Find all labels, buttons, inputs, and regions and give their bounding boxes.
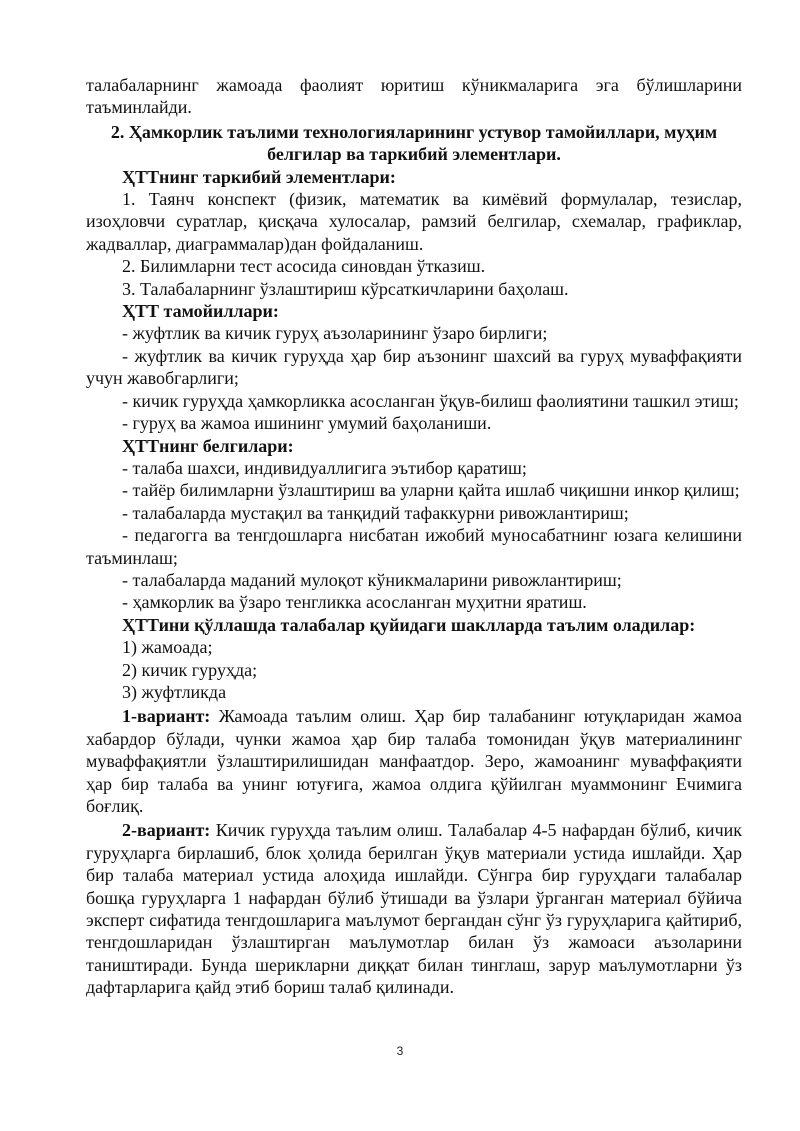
section-title-line-1: 2. Ҳамкорлик таълими технологияларининг устувор тамойиллари, муҳим [110, 121, 718, 142]
variant-1-label: 1-вариант: [122, 706, 211, 727]
intro-line-1: талабаларнинг жамоада фаолият юритиш кўникмаларига эга бўлишларини [86, 75, 742, 95]
form-item-1: 1) жамоада; [122, 637, 213, 658]
feature-item-4: - педагогга ва тенгдошларга нисбатан ижобий муносабатнинг юзага келишини таъминлаш; [86, 525, 742, 568]
section-title-line-2: белгилар ва таркибий элементлари. [267, 144, 561, 165]
elements-heading: ҲТТнинг таркибий элементлари: [122, 166, 396, 187]
page-body [86, 74, 742, 999]
feature-item-6: - ҳамкорлик ва ўзаро тенгликка асосланган муҳитни яратиш. [122, 592, 587, 613]
principle-item-1: - жуфтлик ва кичик гуруҳ аъзоларининг ўзаро бирлиги; [122, 323, 548, 344]
principles-heading: ҲТТ тамойиллари: [122, 301, 279, 322]
element-item-3: 3. Талабаларнинг ўзлаштириш кўрсаткичларини баҳолаш. [122, 278, 569, 299]
form-item-3: 3) жуфтликда [122, 681, 227, 702]
features-heading: ҲТТнинг белгилари: [122, 435, 294, 456]
element-item-1: 1. Таянч конспект (физик, математик ва кимёвий формулалар, тезислар, изоҳловчи суратлар, қисқача хулосалар, рамзий белгилар, схемалар, графиклар, жадваллар, диаграммалар)дан фойдаланиш. [86, 189, 742, 254]
feature-item-1: - талаба шахси, индивидуаллигига эътибор қаратиш; [122, 457, 527, 478]
variant-1-text: Жамоада таълим олиш. Ҳар бир талабанинг ютуқларидан жамоа хабардор бўлади, чунки жамоа ҳар бир талаба томонидан ўқув материалининг муваффақиятли ўзлаштирилишидан манфаатдор. Зеро, жамоанинг муваффақияти ҳар бир талаба ва унинг ютуғига, жамоа олдига қўйилган муаммонинг Ечимига боғлиқ. [86, 706, 742, 816]
variant-1-paragraph [86, 705, 742, 817]
variant-2-text: Кичик гуруҳда таълим олиш. Талабалар 4-5 нафардан бўлиб, кичик гуруҳларга бирлашиб, блок ҳолида берилган ўқув материали устида ишлайди. Ҳар бир талаба материал устида алоҳида ишлайди. Сўнгра бир гуруҳдаги талабалар бошқа гуруҳларга 1 нафардан бўлиб ўтишади ва ўзлари ўрганган материал бўйича эксперт сифатида тенгдошларига маълумот бергандан сўнг ўз гуруҳларига қайтириб, тенгдошларидан ўзлаштирган маълумотлар билан ўз жамоаси аъзоларини таништиради. Бунда шерикларни диққат билан тинглаш, зарур маълумотларни ўз дафтарларига қайд этиб бориш талаб қилинади. [86, 820, 742, 998]
form-item-2: 2) кичик гуруҳда; [122, 659, 258, 680]
feature-item-5: - талабаларда маданий мулоқот кўникмаларини ривожлантириш; [122, 569, 622, 590]
variant-2-label: 2-вариант: [122, 820, 211, 841]
principle-item-4: - гуруҳ ва жамоа ишининг умумий баҳоланиши. [122, 413, 492, 434]
variant-2-paragraph [86, 819, 742, 998]
page-number: 3 [396, 1044, 404, 1058]
element-item-2: 2. Билимларни тест асосида синовдан ўтказиш. [122, 256, 486, 277]
feature-item-3: - талабаларда мустақил ва танқидий тафаккурни ривожлантириш; [122, 502, 629, 523]
feature-item-2: - тайёр билимларни ўзлаштириш ва уларни қайта ишлаб чиқишни инкор қилиш; [122, 480, 740, 501]
forms-heading: ҲТТини қўллашда талабалар қуйидаги шаклларда таълим оладилар: [122, 614, 696, 635]
principle-item-3: - кичик гуруҳда ҳамкорликка асосланган ўқув-билиш фаолиятини ташкил этиш; [122, 390, 739, 411]
principle-item-2: - жуфтлик ва кичик гуруҳда ҳар бир аъзонинг шахсий ва гуруҳ муваффақияти учун жавобгарлиги; [86, 345, 742, 389]
intro-line-2: таъминлайди. [86, 97, 192, 118]
